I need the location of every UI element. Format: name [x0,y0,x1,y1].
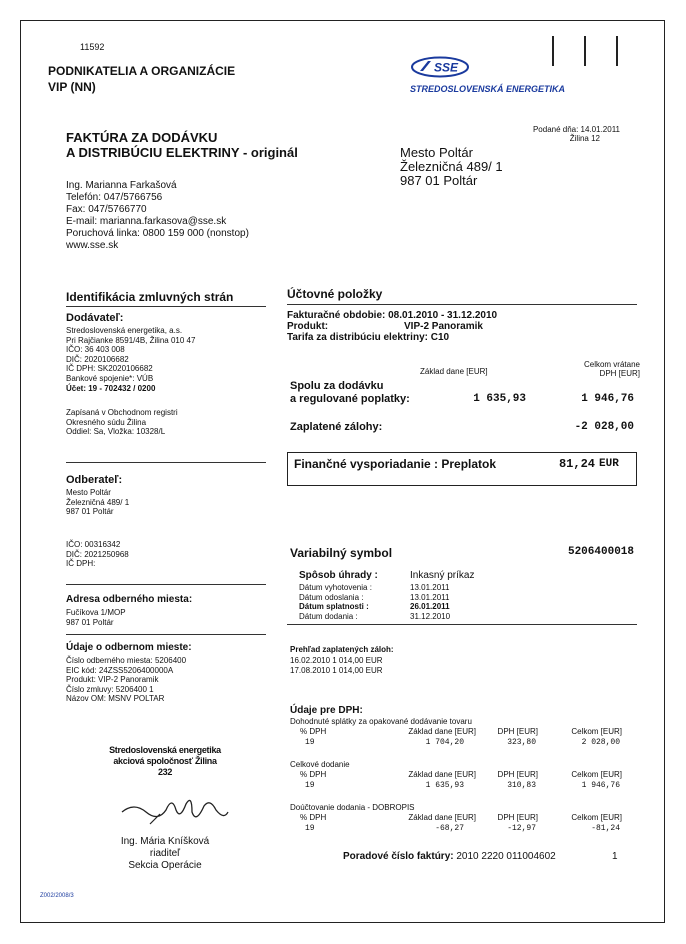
date-row: Dátum splatnosti : 26.01.2011 [299,602,450,611]
vat-label: Údaje pre DPH: [290,705,363,716]
vat-col-total: Celkom [EUR] [571,727,622,736]
vat-col-vat: DPH [EUR] [497,770,538,779]
vat-col-total: Celkom [EUR] [571,770,622,779]
product-label: Produkt: [287,321,329,332]
settlement-label: Finančné vysporiadanie : Preplatok [294,457,497,471]
product-value: VIP-2 Panoramik [404,321,483,332]
customer-ico: IČO: 00316342 [66,540,121,549]
stamp-line: Stredoslovenská energetika [109,745,221,755]
registry-line: Zapísaná v Obchodnom registri [66,408,178,417]
contact-hotline: Poruchová linka: 0800 159 000 (nonstop) [66,228,249,239]
supply-total: 1 946,76 [581,393,634,405]
customer-line: 987 01 Poltár [66,507,114,517]
col-total-header [540,360,640,378]
point-line: Číslo zmluvy: 5206400 1 [66,684,154,694]
vat-section-title: Doúčtovanie dodania - DOBROPIS [290,803,415,812]
vat-total: -81,24 [591,824,620,833]
registry-block [66,408,178,437]
registry-line: Okresného súdu Žilina [66,417,147,427]
divider [66,584,266,585]
signatory-role: riaditeľ [149,848,181,859]
recipient-name: Mesto Poltár [400,145,473,160]
divider [287,624,637,625]
divider [66,462,266,463]
supply-label-line: a regulované poplatky: [290,393,410,405]
supplier-account: Účet: 19 - 702432 / 0200 [66,383,156,393]
contact-website: www.sse.sk [66,240,119,251]
date-row: Dátum dodania : 31.12.2010 [299,611,451,621]
stamp-line: 232 [157,767,173,777]
registry-line: Oddiel: Sa, Vložka: 10328/L [66,427,166,437]
supply-label [290,380,410,406]
vat-rate: 19 [305,738,315,747]
stamp-line: akciová spoločnosť Žilina [113,756,217,766]
payment-method: Inkasný príkaz [410,570,475,581]
point-line: Názov OM: MSNV POLTAR [66,694,165,704]
divider [66,306,266,307]
supplier-line: IČ DPH: SK2020106682 [66,364,153,374]
vat-rate: 19 [305,824,315,833]
deposits-label: Zaplatené zálohy: [290,421,383,433]
vat-base: 1 635,93 [425,781,464,790]
logo-company-name: STREDOSLOVENSKÁ ENERGETIKA [410,84,566,94]
vat-amount: 310,83 [507,781,536,790]
col-total-header-line: DPH [EUR] [599,369,640,378]
company-stamp [90,745,240,778]
segment-line-2: VIP (NN) [48,80,96,94]
vat-rate: 19 [305,781,315,790]
site-label: Adresa odberného miesta: [66,594,193,605]
segment-line-1: PODNIKATELIA A ORGANIZÁCIE [48,64,236,78]
invoice-number: 2010 2220 011004602 [456,851,556,862]
supplier-block [66,326,195,393]
vat-amount: 323,80 [507,738,536,747]
point-line: Produkt: VIP-2 Panoramik [66,675,159,685]
supplier-line: Stredoslovenská energetika, a.s. [66,326,183,335]
vat-base: 1 704,20 [425,738,464,747]
vat-col-total: Celkom [EUR] [571,813,622,822]
vat-col-base: Základ dane [EUR] [408,813,476,822]
variable-symbol: 5206400018 [567,546,634,558]
supply-base: 1 635,93 [473,393,526,405]
logo-text: SSE [434,60,459,75]
vat-col-vat: DPH [EUR] [497,727,538,736]
invoice-title-1: FAKTÚRA ZA DODÁVKU [66,130,218,145]
billing-period: Fakturačné obdobie: 08.01.2010 - 31.12.2010 [287,310,498,321]
signature [120,790,230,830]
customer-block [66,488,129,517]
vat-col-rate: % DPH [300,813,327,822]
supplier-label: Dodávateľ: [66,312,124,324]
vat-section-title: Dohodnuté splátky za opakované dodávanie tovaru [290,717,472,726]
sse-logo [410,56,470,78]
customer-dic: DIČ: 2021250968 [66,549,129,559]
point-label: Údaje o odbernom mieste: [66,642,192,653]
accounting-heading: Účtovné položky [287,287,383,301]
supplier-line: IČO: 36 403 008 [66,345,125,355]
vat-col-rate: % DPH [300,770,327,779]
variable-symbol-label: Variabilný symbol [290,546,393,560]
supply-label-line: Spolu za dodávku [290,380,384,392]
point-line: Číslo odberného miesta: 5206400 [66,656,187,665]
customer-line: Železničná 489/ 1 [66,497,130,507]
vat-amount: -12,97 [507,824,536,833]
issued-date: Podané dňa: 14.01.2011 [532,125,620,134]
contact-name: Ing. Marianna Farkašová [66,180,177,191]
issued-place: Žilina 12 [569,134,600,143]
deposits-overview [290,656,383,675]
signatory-name: Ing. Mária Kníšková [120,836,210,847]
dates-block [299,583,519,621]
barcode-mark [584,36,586,66]
vat-section-title: Celkové dodanie [290,760,350,769]
signatory-block [90,836,240,872]
document-number: 11592 [80,42,105,52]
recipient-street: Železničná 489/ 1 [400,159,503,174]
deposits-overview-label: Prehľad zaplatených záloh: [290,645,394,654]
supplier-line: DIČ: 2020106682 [66,354,129,364]
barcode-mark [616,36,618,66]
tariff: Tarifa za distribúciu elektriny: C10 [287,332,450,343]
vat-col-rate: % DPH [300,727,327,736]
invoice-number-label: Poradové číslo faktúry: [343,851,454,862]
customer-ids [66,540,129,569]
contact-block [66,180,249,252]
date-row: Dátum vyhotovenia : 13.01.2011 [299,583,450,592]
divider [66,634,266,635]
deposit-entry: 16.02.2010 1 014,00 EUR [290,656,383,665]
vat-col-vat: DPH [EUR] [497,813,538,822]
site-line: 987 01 Poltár [66,617,114,627]
vat-col-base: Základ dane [EUR] [408,770,476,779]
barcode-mark [552,36,554,66]
contact-phone: Telefón: 047/5766756 [66,192,163,203]
page-number: 1 [612,851,618,862]
contact-email: E-mail: marianna.farkasova@sse.sk [66,216,227,227]
site-block [66,608,126,627]
customer-icdph: IČ DPH: [66,559,96,569]
invoice-title-2: A DISTRIBÚCIU ELEKTRINY - originál [66,145,298,160]
parties-heading: Identifikácia zmluvných strán [66,290,234,304]
vat-total: 1 946,76 [581,781,620,790]
point-line: EIC kód: 24ZSS5206400000A [66,665,174,675]
deposits-value: -2 028,00 [574,421,634,433]
supplier-line: Pri Rajčianke 8591/4B, Žilina 010 47 [66,335,196,345]
col-total-header-line: Celkom vrátane [583,360,640,369]
col-base-header: Základ dane [EUR] [420,367,488,376]
invoice-number-row [343,851,556,863]
settlement-value: 81,24 [558,457,595,471]
customer-label: Odberateľ: [66,474,123,486]
supplier-line: Bankové spojenie*: VÚB [66,373,154,383]
recipient-city: 987 01 Poltár [400,173,478,188]
point-block [66,656,186,704]
settlement-currency: EUR [599,458,619,470]
site-line: Fučíkova 1/MOP [66,608,126,617]
customer-line: Mesto Poltár [66,488,111,497]
vat-base: -68,27 [435,824,464,833]
deposit-entry: 17.08.2010 1 014,00 EUR [290,665,383,675]
payment-method-label: Spôsob úhrady : [299,570,378,581]
vat-col-base: Základ dane [EUR] [408,727,476,736]
divider [287,304,637,305]
form-code: Z002/2008/3 [40,893,74,899]
vat-total: 2 028,00 [581,738,620,747]
date-row: Dátum odoslania : 13.01.2011 [299,592,450,602]
contact-fax: Fax: 047/5766770 [66,204,147,215]
signatory-dept: Sekcia Operácie [128,860,202,871]
